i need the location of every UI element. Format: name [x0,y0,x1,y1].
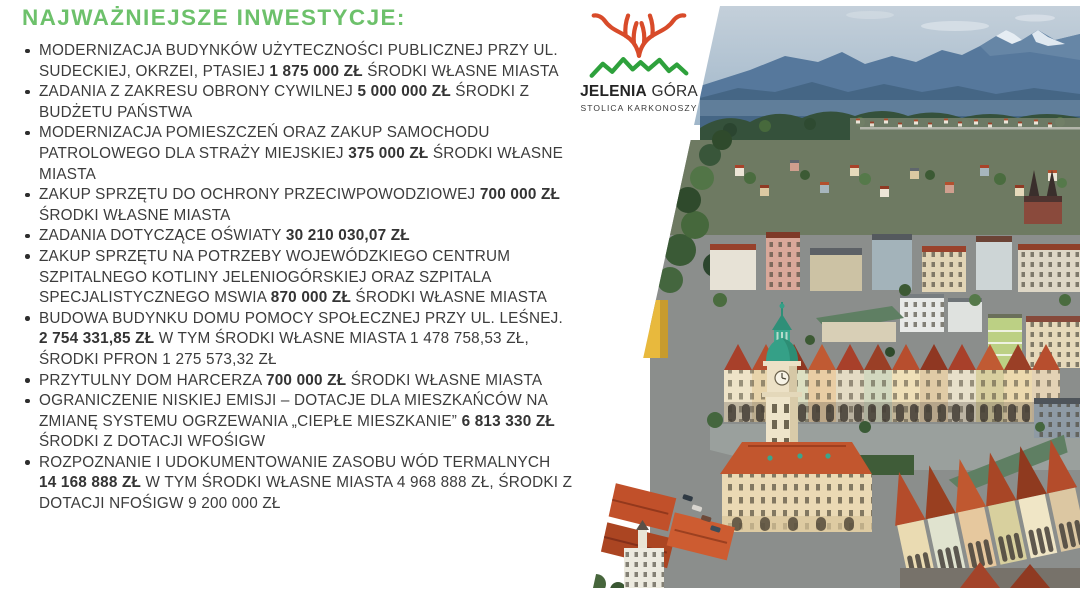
investment-text: ŚRODKI Z BUDŻETU PAŃSTWA [39,83,530,121]
investment-text: ROZPOZNANIE I UDOKUMENTOWANIE ZASOBU WÓD TERMALNYCH [39,453,551,471]
investment-text: ŚRODKI WŁASNE MIASTA [39,144,563,183]
investment-item [22,371,584,392]
logo-name [572,84,706,100]
investment-text: ZAKUP SPRZĘTU NA POTRZEBY WOJEWÓDZKIEGO CENTRUM SZPITALNEGO KOTLINY JELENIOGÓRSKIEJ ORAZ SZPITALA SPECJALISTYCZNEGO MSWIA [39,247,511,307]
investment-text: MODERNIZACJA POMIESZCZEŃ ORAZ ZAKUP SAMOCHODU PATROLOWEGO DLA STRAŻY MIEJSKIEJ [39,124,490,162]
investment-amount: 375 000 ZŁ [348,144,429,162]
investment-amount: 700 000 ZŁ [479,186,561,204]
investment-text: BUDOWA BUDYNKU DOMU POMOCY SPOŁECZNEJ PRZY UL. LEŚNEJ. [39,309,563,327]
investment-text: W TYM ŚRODKI WŁASNE MIASTA 4 968 888 ZŁ, ŚRODKI Z DOTACJI NFOŚIGW 9 200 000 ZŁ [39,474,573,513]
investments-list [22,41,584,515]
investment-text: PRZYTULNY DOM HARCERZA [39,371,267,389]
investment-item [22,82,584,123]
investment-amount: 2 754 331,85 ZŁ [39,330,155,348]
investment-text: W TYM ŚRODKI WŁASNE MIASTA 1 478 758,53 ZŁ, ŚRODKI PFRON 1 275 573,32 ZŁ [39,330,529,368]
page-title: NAJWAŻNIEJSZE INWESTYCJE: [22,5,406,30]
investment-text: ŚRODKI WŁASNE MIASTA [362,62,559,80]
deer-antlers-icon [583,8,695,60]
logo-name-bold: JELENIA [580,83,647,100]
investment-text: ZADANIA Z ZAKRESU OBRONY CYWILNEJ [39,83,358,101]
investment-item [22,453,584,515]
investment-item [22,391,584,453]
investment-item [22,185,584,226]
investment-amount: 5 000 000 ZŁ [357,83,451,101]
investment-text: ZADANIA DOTYCZĄCE OŚWIATY [39,227,286,245]
investment-text: ŚRODKI WŁASNE MIASTA [346,371,543,389]
investment-amount: 6 813 330 ZŁ [461,412,555,430]
investment-amount: 14 168 888 ZŁ [39,474,142,492]
logo-subtitle: STOLICA KARKONOSZY [580,102,698,113]
investment-text: ŚRODKI WŁASNE MIASTA [39,206,231,224]
city-logo [572,8,706,112]
investment-item [22,123,584,185]
logo-name-light: GÓRA [646,83,698,100]
investment-item [22,247,584,309]
investment-amount: 700 000 ZŁ [266,371,347,389]
investment-item [22,309,584,371]
investment-item [22,41,584,82]
investment-item [22,226,584,247]
investment-amount: 30 210 030,07 ZŁ [285,227,410,245]
investment-amount: 870 000 ZŁ [270,289,351,307]
investment-text: ZAKUP SPRZĘTU DO OCHRONY PRZECIWPOWODZIOWEJ [39,186,480,204]
investment-amount: 1 875 000 ZŁ [269,62,363,80]
investment-text: ŚRODKI WŁASNE MIASTA [350,289,547,307]
investment-text: MODERNIZACJA BUDYNKÓW UŻYTECZNOŚCI PUBLICZNEJ PRZY UL. SUDECKIEJ, OKRZEI, PTASIEJ [39,42,558,80]
investment-text: OGRANICZENIE NISKIEJ EMISJI – DOTACJE DLA MIESZKAŃCÓW NA ZMIANĘ SYSTEMU OGRZEWANIA „CIEPŁE MIESZKANIE” [39,392,548,430]
investment-text: ŚRODKI Z DOTACJI WFOŚIGW [39,433,266,451]
